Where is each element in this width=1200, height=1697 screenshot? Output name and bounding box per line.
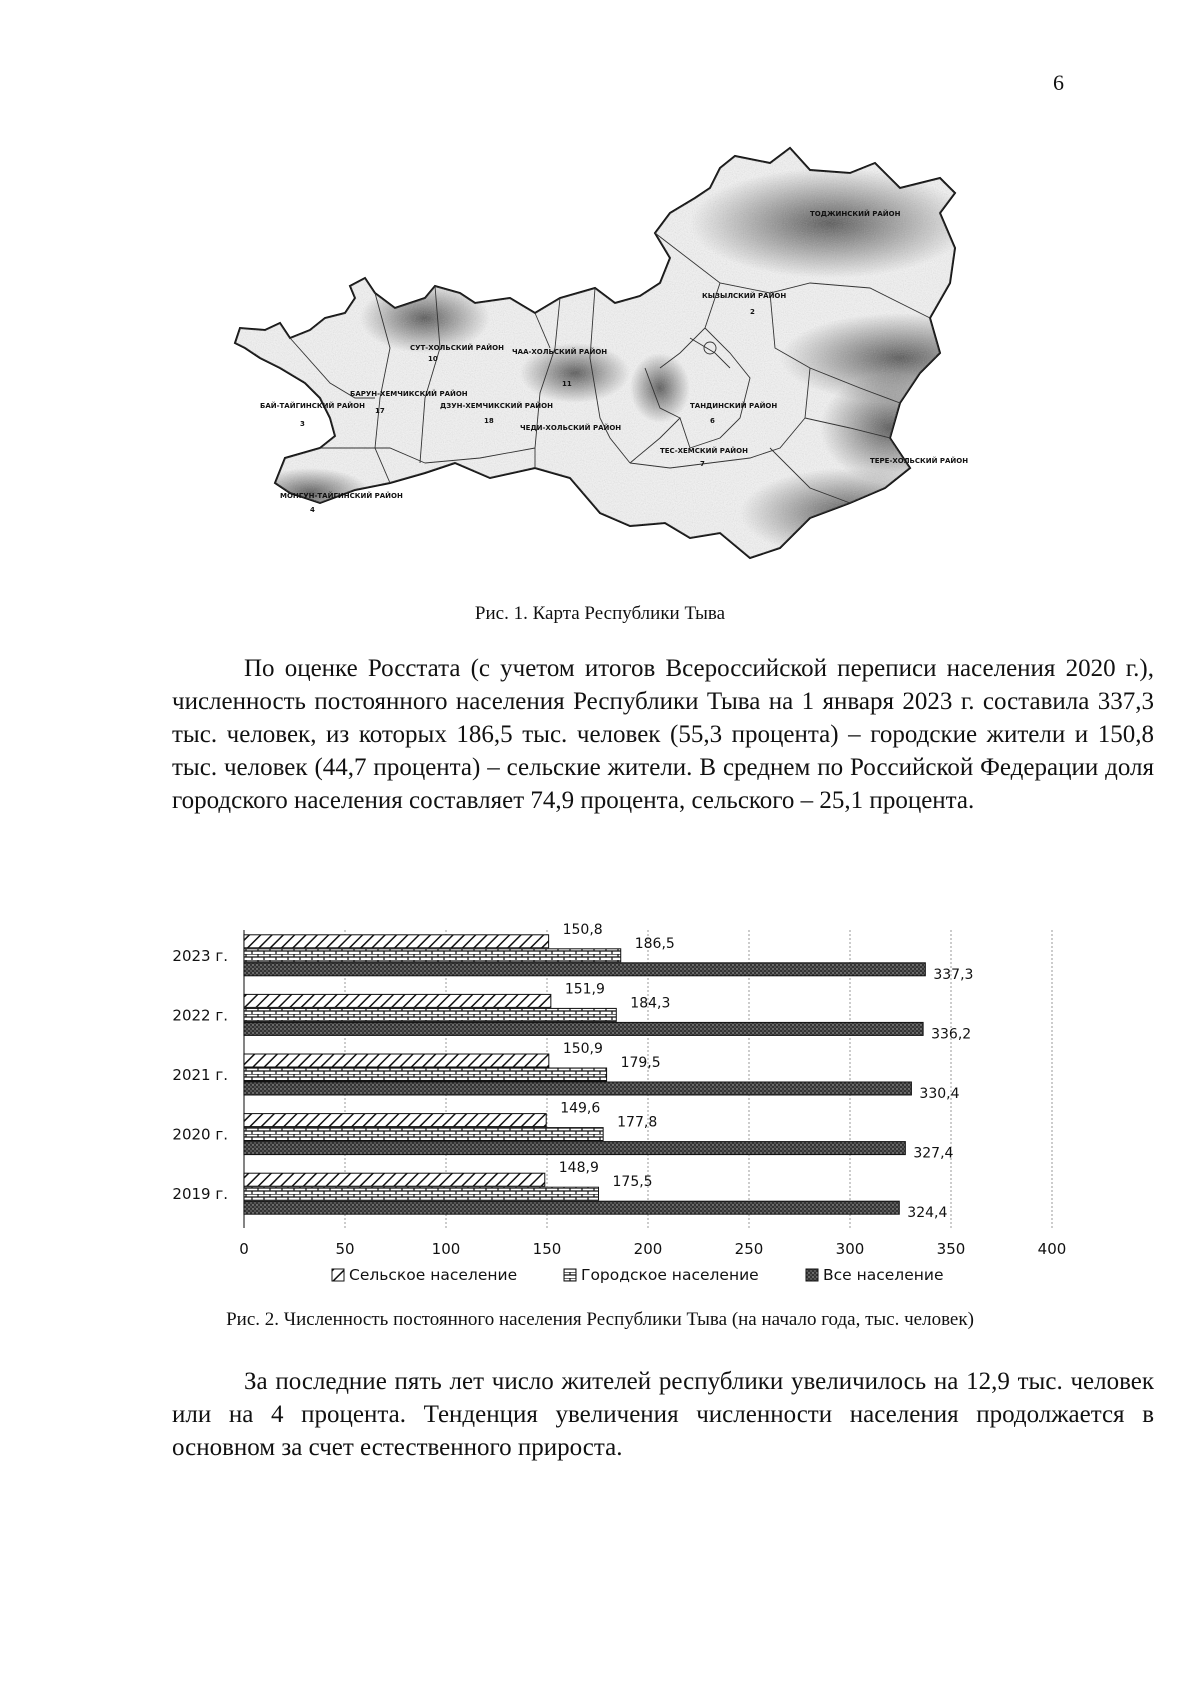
data-label: 186,5: [634, 935, 675, 952]
bar: [244, 1187, 599, 1200]
x-tick-label: 0: [239, 1240, 249, 1258]
data-label: 149,6: [560, 1100, 601, 1117]
region-label: СУТ-ХОЛЬСКИЙ РАЙОН: [410, 344, 504, 352]
category-label: 2019 г.: [172, 1185, 228, 1204]
legend-label: Все население: [823, 1266, 944, 1284]
region-number: 11: [562, 380, 572, 388]
data-label: 175,5: [612, 1174, 653, 1191]
bar: [244, 935, 549, 948]
data-label: 148,9: [558, 1160, 599, 1177]
x-tick-label: 50: [335, 1240, 355, 1258]
region-number: 10: [428, 355, 438, 363]
data-label: 336,2: [931, 1026, 972, 1043]
map-caption: Рис. 1. Карта Республики Тыва: [474, 603, 726, 624]
map-figure: [250, 118, 1150, 618]
bar: [244, 1082, 911, 1095]
bar: [244, 1008, 616, 1021]
x-tick-label: 200: [633, 1240, 663, 1258]
category-label: 2023 г.: [172, 946, 228, 965]
region-label: ТЕРЕ-ХОЛЬСКИЙ РАЙОН: [870, 457, 969, 465]
category-label: 2021 г.: [172, 1066, 228, 1084]
legend-swatch: [806, 1269, 818, 1281]
x-tick-label: 150: [532, 1240, 562, 1258]
region-number: 3: [300, 420, 305, 428]
region-label: БАРУН-ХЕМЧИКСКИЙ РАЙОН: [350, 390, 468, 398]
x-tick-label: 100: [431, 1240, 461, 1258]
data-label: 150,8: [562, 921, 603, 938]
paragraph-trend: За последние пять лет число жителей республики увеличилось на 12,9 тыс. человек или на 4 процента. Тенденция увеличения численности населения продолжается в основном за счет естественного прироста.: [172, 1368, 1154, 1461]
region-label: БАЙ-ТАЙГИНСКИЙ РАЙОН: [260, 402, 365, 410]
bar: [244, 963, 925, 976]
page-number: 6: [1053, 70, 1064, 95]
tuva-map: [250, 118, 1150, 618]
data-label: 324,4: [907, 1205, 948, 1222]
data-label: 327,4: [913, 1145, 954, 1162]
bar: [244, 1201, 899, 1214]
region-label: КЫЗЫЛСКИЙ РАЙОН: [702, 292, 787, 300]
bar: [244, 1114, 546, 1127]
region-label: ТОДЖИНСКИЙ РАЙОН: [810, 210, 901, 218]
region-label: ТЕС-ХЕМСКИЙ РАЙОН: [660, 447, 748, 455]
data-label: 179,5: [620, 1055, 661, 1071]
category-label: 2020 г.: [172, 1125, 228, 1144]
data-label: 150,9: [562, 1041, 603, 1057]
x-tick-label: 250: [734, 1240, 764, 1258]
region-label: ЧЕДИ-ХОЛЬСКИЙ РАЙОН: [520, 424, 622, 432]
legend-swatch: [564, 1269, 576, 1281]
region-label: ТАНДИНСКИЙ РАЙОН: [690, 402, 778, 410]
bar: [244, 1128, 603, 1141]
legend-label: Сельское население: [349, 1266, 518, 1284]
x-tick-label: 400: [1037, 1240, 1067, 1258]
data-label: 151,9: [564, 981, 605, 998]
bar: [244, 949, 621, 962]
data-label: 184,3: [630, 995, 671, 1012]
region-number: 18: [484, 417, 494, 425]
region-label: ЧАА-ХОЛЬСКИЙ РАЙОН: [512, 348, 608, 356]
data-label: 177,8: [617, 1114, 658, 1131]
region-number: 6: [710, 417, 715, 425]
category-label: 2022 г.: [172, 1006, 228, 1025]
region-label: МОНГУН-ТАЙГИНСКИЙ РАЙОН: [280, 492, 403, 500]
bar: [244, 994, 551, 1007]
region-number: 7: [700, 460, 705, 468]
x-tick-label: 300: [835, 1240, 865, 1258]
data-label: 337,3: [933, 966, 974, 983]
bar: [244, 1142, 905, 1155]
bar: [244, 1068, 607, 1081]
region-number: 17: [375, 407, 385, 415]
region-number: 2: [750, 308, 755, 316]
legend-swatch: [332, 1269, 344, 1281]
bar: [244, 1022, 923, 1035]
region-number: 4: [310, 506, 315, 514]
chart-caption: Рис. 2. Численность постоянного населения Республики Тыва (на начало года, тыс. человек): [226, 1309, 974, 1330]
bar: [244, 1054, 549, 1067]
region-label: ДЗУН-ХЕМЧИКСКИЙ РАЙОН: [440, 402, 553, 410]
data-label: 330,4: [919, 1086, 960, 1102]
x-tick-label: 350: [936, 1240, 966, 1258]
paragraph-population: По оценке Росстата (с учетом итогов Всероссийской переписи населения 2020 г.), численность постоянного населения Республики Тыва на 1 января 2023 г. составила 337,3 тыс. человек, из которых 186,5 тыс. человек (55,3 процента) – городские жители и 150,8 тыс. человек (44,7 процента) – сельские жители. В среднем по Российской Федерации доля городского населения составляет 74,9 процента, сельского – 25,1 процента.: [172, 655, 1154, 814]
bar: [244, 1173, 545, 1186]
legend-label: Городское население: [581, 1266, 759, 1284]
